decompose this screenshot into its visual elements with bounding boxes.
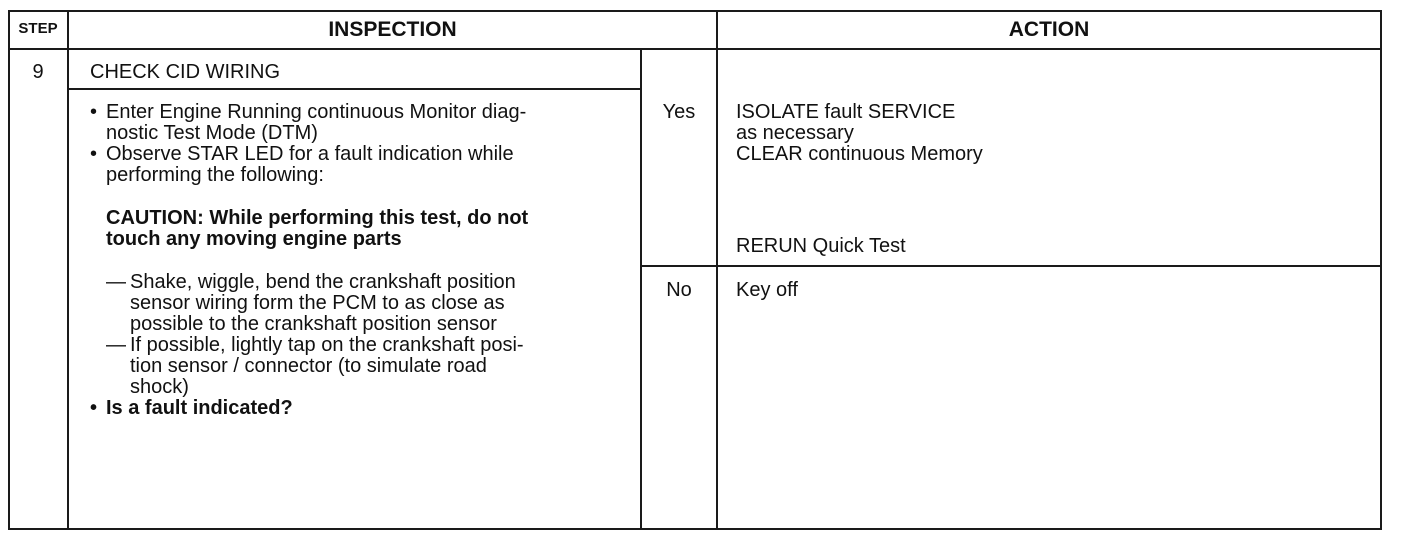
inspection-body: [88, 102, 638, 419]
yes-action-rerun: RERUN Quick Test: [736, 235, 906, 257]
question-bullet-list: [88, 398, 638, 419]
header-step: STEP: [18, 20, 58, 37]
yes-no-divider: [640, 265, 1382, 267]
table-left-border: [8, 10, 10, 530]
no-action-key-off: Key off: [736, 279, 798, 301]
inspection-title: CHECK CID WIRING: [90, 61, 280, 83]
table-right-border: [1380, 10, 1382, 530]
caution-text: CAUTION: While performing this test, do not touch any moving engine parts: [106, 207, 529, 250]
fault-question: • Is a fault indicated?: [88, 398, 638, 419]
header-action: ACTION: [1008, 18, 1090, 41]
procedure-dashes: [106, 272, 638, 398]
dash-shake-wiring: — Shake, wiggle, bend the crankshaft position sensor wiring form the PCM to as close as possible to the crankshaft position sensor: [106, 272, 638, 335]
title-row-divider: [67, 88, 642, 90]
dash-tap-sensor: — If possible, lightly tap on the crankshaft posi- tion sensor / connector (to simulate road shock): [106, 335, 638, 398]
procedure-bullets: [88, 102, 638, 186]
yes-action-isolate: ISOLATE fault SERVICE as necessary CLEAR continuous Memory: [736, 101, 983, 165]
header-inspection: INSPECTION: [328, 18, 457, 41]
header-bottom-border: [8, 48, 1382, 50]
step-number: 9: [32, 61, 44, 83]
table-bottom-border: [8, 528, 1382, 530]
bullet-observe-led: • Observe STAR LED for a fault indication while performing the following:: [88, 144, 638, 186]
bullet-enter-dtm: • Enter Engine Running continuous Monitor diag- nostic Test Mode (DTM): [88, 102, 638, 144]
table-top-border: [8, 10, 1382, 12]
action-column-divider: [716, 10, 718, 530]
yes-label: Yes: [662, 101, 696, 123]
no-label: No: [666, 279, 692, 301]
